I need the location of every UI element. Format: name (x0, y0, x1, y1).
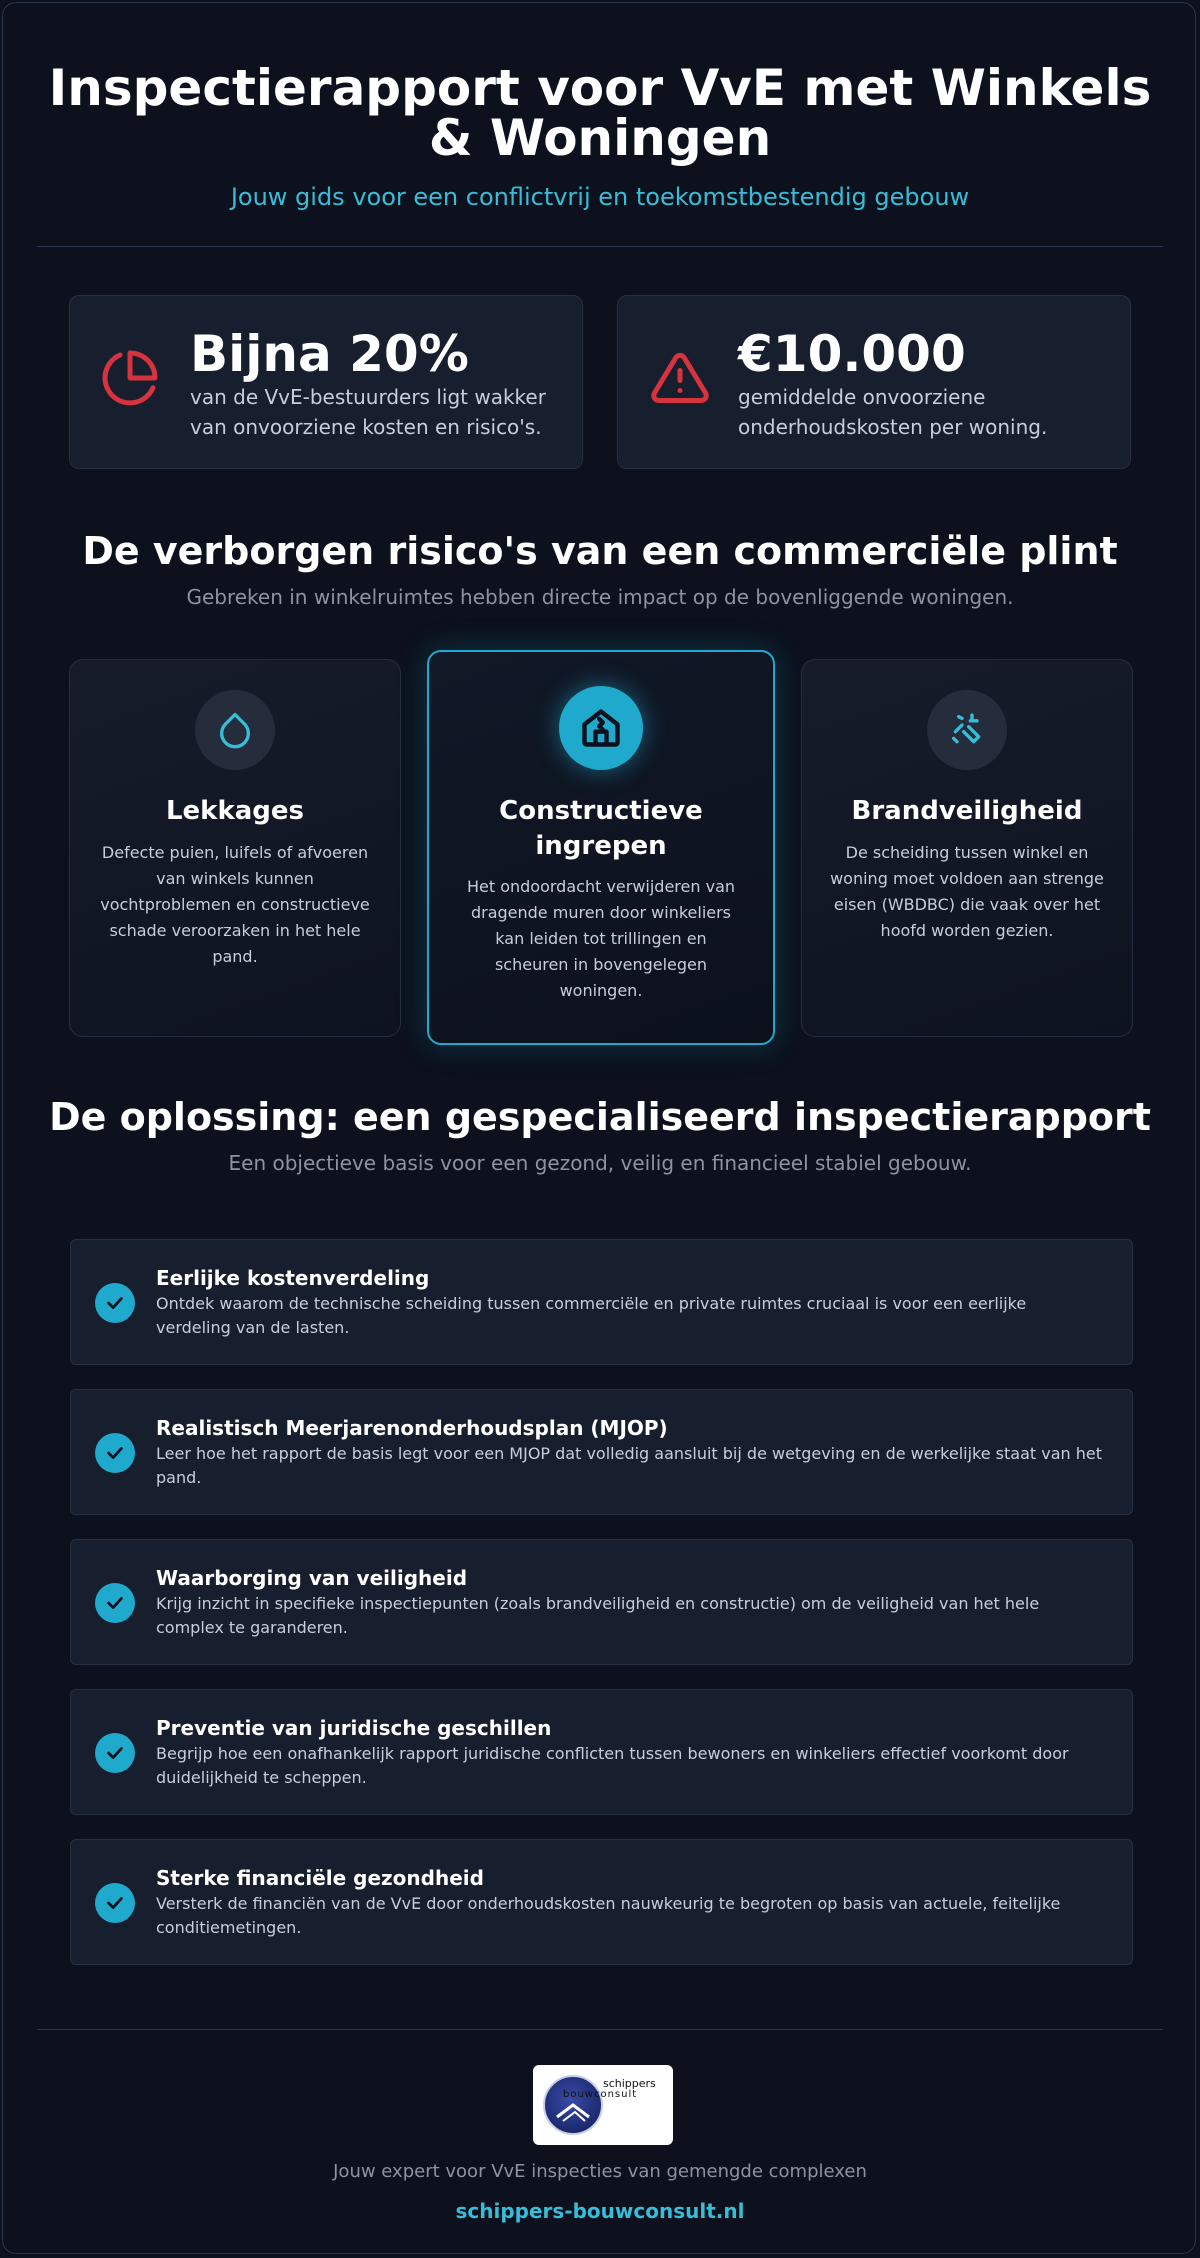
benefit-item (70, 1689, 1133, 1815)
benefit-title: Waarborging van veiligheid (156, 1566, 468, 1590)
infographic-frame (2, 2, 1196, 2254)
section-subtitle: Gebreken in winkelruimtes hebben directe impact op de bovenliggende woningen. (186, 585, 1014, 609)
footer-tagline: Jouw expert voor VvE inspecties van gemengde complexen (333, 2161, 867, 2182)
section-title: De verborgen risico's van een commerciële plint (82, 529, 1118, 573)
stat-card (69, 295, 583, 469)
checkmark-icon (95, 1283, 135, 1323)
benefit-item (70, 1389, 1133, 1515)
risk-text: Defecte puien, luifels of afvoeren van winkels kunnen vochtproblemen en constructieve schade veroorzaken in het hele pand. (100, 843, 370, 966)
benefit-text: Begrijp hoe een onafhankelijk rapport juridische conflicten tussen bewoners en winkeliers effectief voorkomt door duidelijkheid te scheppen. (156, 1744, 1069, 1787)
risk-card-brandveiligheid (801, 659, 1133, 1037)
checkmark-icon (95, 1433, 135, 1473)
house-crack-icon (559, 686, 643, 770)
benefit-text: Leer hoe het rapport de basis legt voor een MJOP dat volledig aansluit bij de wetgeving en de werkelijke staat van het pand. (156, 1444, 1102, 1487)
benefit-title: Preventie van juridische geschillen (156, 1716, 552, 1740)
risk-card-constructie (427, 650, 775, 1045)
risk-title: Lekkages (165, 796, 305, 826)
checkmark-icon (95, 1733, 135, 1773)
risk-card-lekkages (69, 659, 401, 1037)
company-logo[interactable] (533, 2065, 673, 2145)
logo-text-bottom: bouwconsult (563, 2089, 638, 2100)
risk-text: Het ondoordacht verwijderen van dragende muren door winkeliers kan leiden tot trillingen en scheuren in bovengelegen woningen. (466, 877, 736, 1000)
benefit-text: Ontdek waarom de technische scheiding tussen commerciële en private ruimtes cruciaal is voor een eerlijke verdeling van de lasten. (156, 1294, 1027, 1337)
benefit-item (70, 1839, 1133, 1965)
warning-triangle-icon (648, 348, 712, 408)
stat-description: van de VvE-bestuurders ligt wakker van onvoorziene kosten en risico's. (190, 385, 546, 439)
page-subtitle: Jouw gids voor een conflictvrij en toekomstbestendig gebouw (230, 183, 970, 211)
page-title: Inspectierapport voor VvE met Winkels & Woningen (48, 59, 1152, 167)
risk-title: Brandveiligheid (851, 796, 1083, 826)
benefit-title: Eerlijke kostenverdeling (156, 1266, 430, 1290)
benefit-title: Realistisch Meerjarenonderhoudsplan (MJOP) (156, 1416, 668, 1440)
benefit-text: Krijg inzicht in specifieke inspectiepunten (zoals brandveiligheid en constructie) om de veiligheid van het hele complex te garanderen. (156, 1594, 1040, 1637)
section-title: De oplossing: een gespecialiseerd inspectierapport (49, 1095, 1151, 1139)
benefit-item (70, 1239, 1133, 1365)
checkmark-icon (95, 1883, 135, 1923)
section-subtitle: Een objectieve basis voor een gezond, veilig en financieel stabiel gebouw. (228, 1151, 972, 1175)
divider (37, 2029, 1163, 2030)
website-link[interactable]: schippers-bouwconsult.nl (455, 2199, 745, 2223)
pie-chart-icon (100, 348, 160, 408)
stat-value: €10.000 (738, 325, 966, 383)
fire-extinguisher-icon (927, 690, 1007, 770)
stat-value: Bijna 20% (190, 325, 469, 383)
stat-card (617, 295, 1131, 469)
benefit-item (70, 1539, 1133, 1665)
logo-emblem (543, 2075, 603, 2135)
benefit-text: Versterk de financiën van de VvE door onderhoudskosten nauwkeurig te begroten op basis van actuele, feitelijke conditiemetingen. (156, 1894, 1061, 1937)
risk-title: Constructieve ingrepen (499, 796, 703, 861)
divider (37, 246, 1163, 247)
benefit-title: Sterke financiële gezondheid (156, 1866, 484, 1890)
checkmark-icon (95, 1583, 135, 1623)
water-drop-icon (195, 690, 275, 770)
stat-description: gemiddelde onvoorziene onderhoudskosten per woning. (738, 385, 1048, 439)
risk-text: De scheiding tussen winkel en woning moet voldoen aan strenge eisen (WBDBC) die vaak over het hoofd worden gezien. (830, 843, 1104, 940)
logo-text-top: schippers (603, 2077, 656, 2090)
